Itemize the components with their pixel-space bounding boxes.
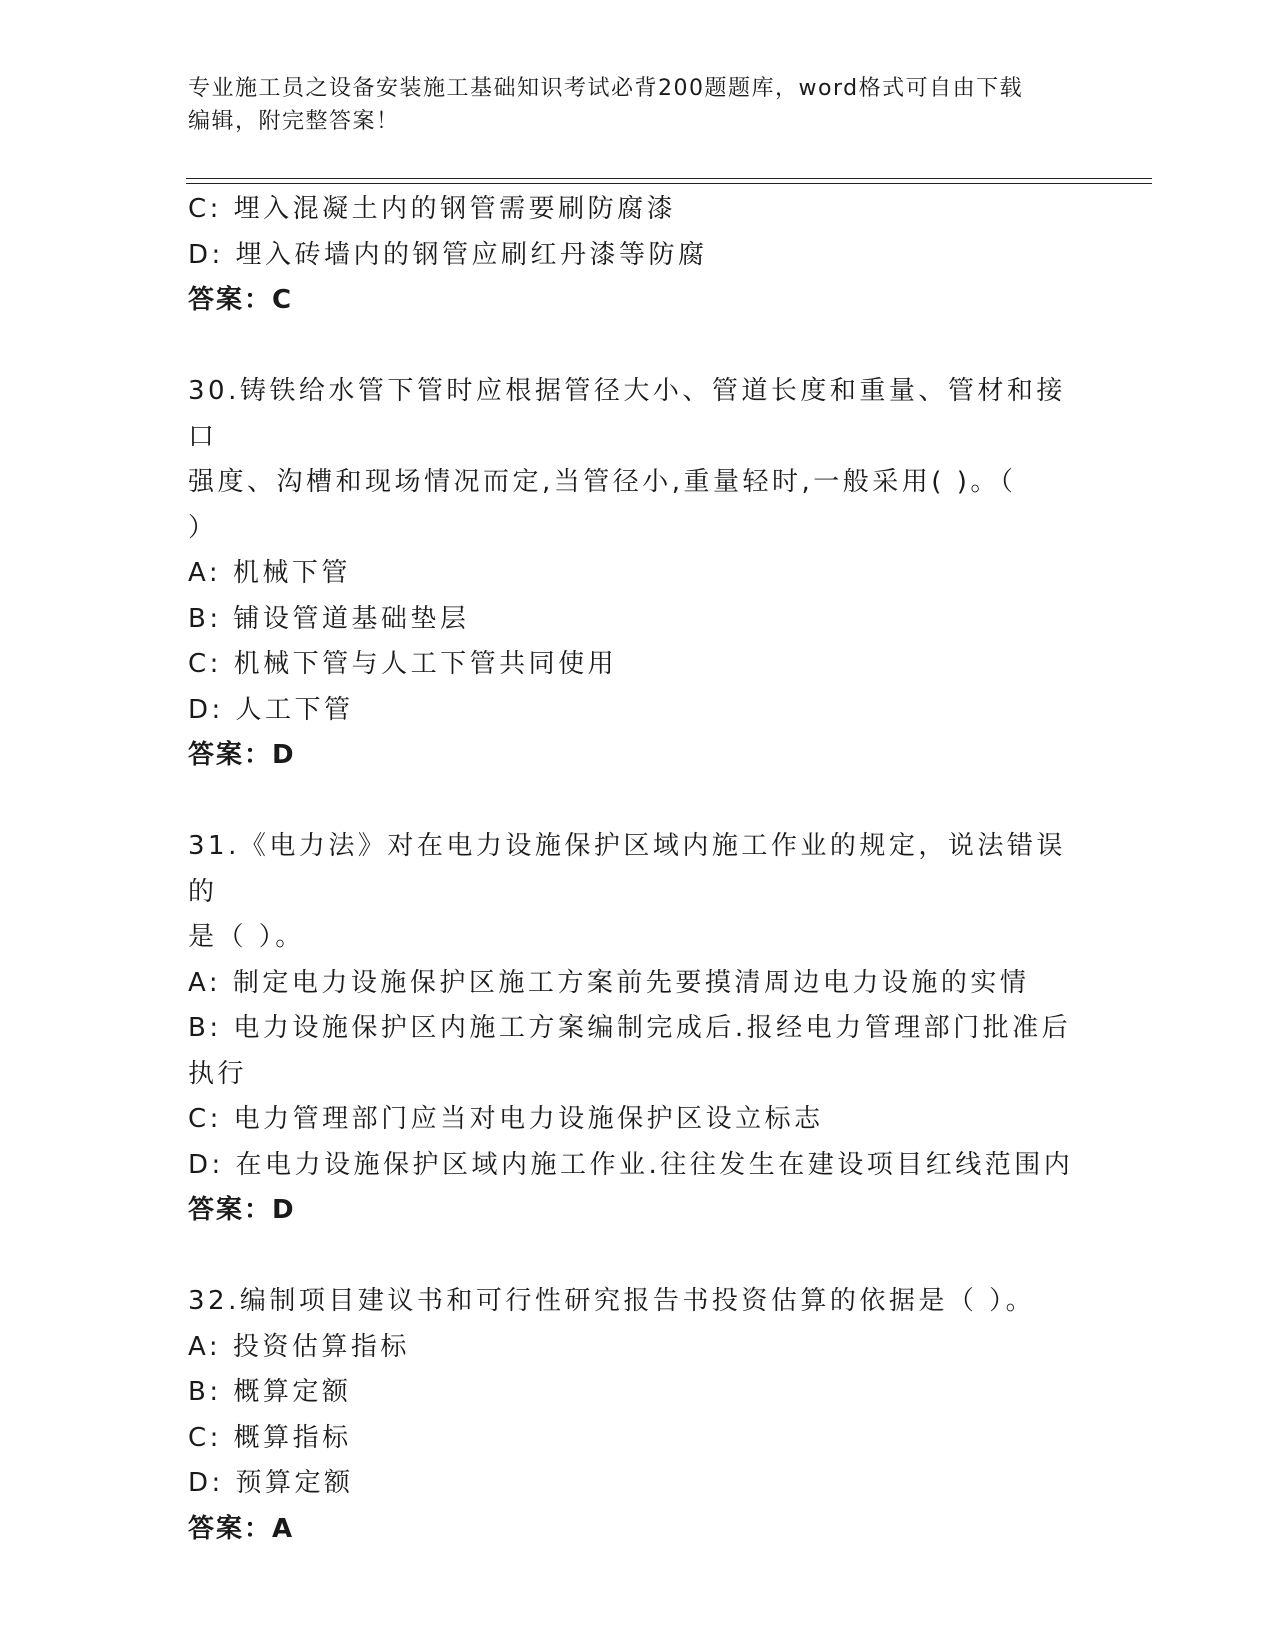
question-32-option-b: B: 概算定额 [188,1377,352,1407]
question-31-text-line-2: 是（ ）。 [188,922,305,952]
question-31-option-b-line-1: B: 电力设施保护区内施工方案编制完成后.报经电力管理部门批准后 [188,1013,1072,1043]
question-30-block [188,369,1078,779]
spacer [188,1234,1078,1280]
question-31-option-d: D: 在电力设施保护区域内施工作业.往往发生在建设项目红线范围内 [188,1149,1074,1180]
question-30-text-line-3: ） [188,512,218,543]
question-32-option-d: D: 预算定额 [188,1468,354,1498]
header-title-line-2: 编辑，附完整答案！ [188,109,400,134]
question-31-option-b-line-2: 执行 [188,1058,248,1089]
question-31-block [188,824,1078,1234]
header-divider-top [186,178,1152,179]
question-30-option-a: A: 机械下管 [188,558,351,588]
question-31-answer: 答案：D [188,1195,296,1225]
question-32-answer: 答案：A [188,1513,295,1544]
header-title-line-1: 专业施工员之设备安装施工基础知识考试必背200题题库，word格式可自由下载 [188,76,1024,101]
question-30-text-line-2: 强度、沟槽和现场情况而定,当管径小,重量轻时,一般采用( )。（ [188,467,1017,497]
question-30-option-d: D: 人工下管 [188,694,354,725]
question-31-option-c: C: 电力管理部门应当对电力设施保护区设立标志 [188,1104,824,1134]
question-31-option-a: A: 制定电力设施保护区施工方案前先要摸清周边电力设施的实情 [188,967,1030,998]
question-30-answer: 答案：D [188,740,296,770]
spacer [188,779,1078,825]
question-30-text-line-1: 30.铸铁给水管下管时应根据管径大小、管道长度和重量、管材和接口 [188,376,1066,452]
question-32-option-c: C: 概算指标 [188,1422,352,1453]
question-30-option-b: B: 铺设管道基础垫层 [188,603,470,634]
question-32-block [188,1279,1078,1552]
spacer [188,324,1078,370]
question-32-text-line-1: 32.编制项目建议书和可行性研究报告书投资估算的依据是（ ）。 [188,1286,1036,1316]
header-divider-bottom [186,183,1152,184]
prev-option-d: D: 埋入砖墙内的钢管应刷红丹漆等防腐 [188,239,708,270]
document-header [188,72,1078,138]
question-32-option-a: A: 投资估算指标 [188,1331,410,1362]
prev-answer: 答案：C [188,285,294,315]
prev-option-c: C: 埋入混凝土内的钢管需要刷防腐漆 [188,194,677,224]
question-30-option-c: C: 机械下管与人工下管共同使用 [188,649,618,679]
question-content [188,187,1078,1552]
question-31-text-line-1: 31.《电力法》对在电力设施保护区域内施工作业的规定，说法错误的 [188,831,1066,907]
prev-question-block [188,187,1078,324]
